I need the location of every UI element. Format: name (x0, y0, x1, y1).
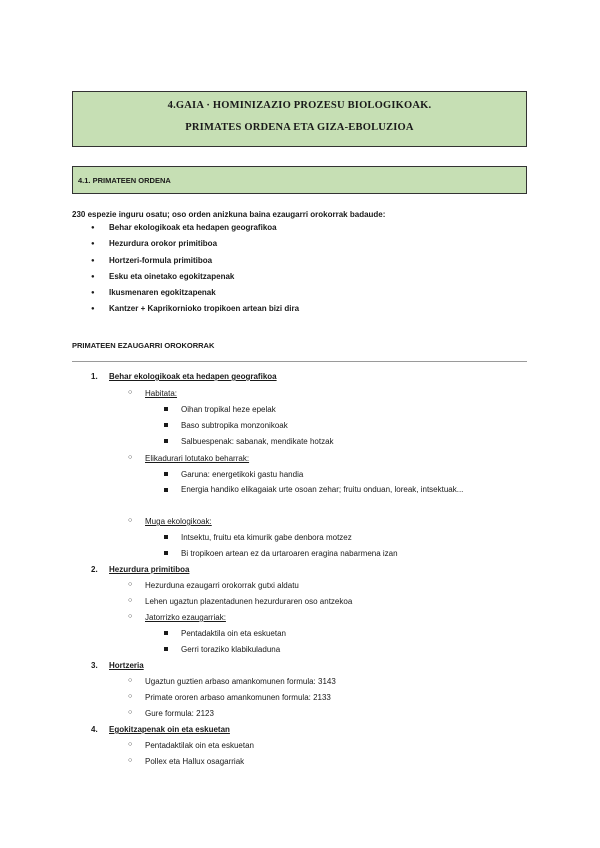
item-number: 1. (91, 372, 98, 381)
divider (72, 361, 527, 362)
item-number: 2. (91, 565, 98, 574)
circle-bullet-icon: ○ (128, 581, 133, 588)
chapter-title-box (72, 91, 527, 147)
point-text: Intsektu, fruitu eta kimurik gabe denbora motzez (181, 533, 352, 542)
point-text: Bi tropikoen artean ez da urtaroaren eragina nabarmena izan (181, 549, 398, 558)
square-bullet-icon (164, 423, 168, 427)
point-text: Gerri toraziko klabikuladuna (181, 645, 281, 654)
circle-bullet-icon: ○ (128, 454, 133, 461)
circle-bullet-icon: ○ (128, 517, 133, 524)
sub-text: Gure formula: 2123 (145, 709, 214, 718)
circle-bullet-icon: ○ (128, 757, 133, 764)
point-text: Pentadaktila oin eta eskuetan (181, 629, 286, 638)
sub-text: Hezurduna ezaugarri orokorrak gutxi aldatu (145, 581, 299, 590)
square-bullet-icon (164, 488, 168, 492)
sub-heading: Elikadurari lotutako beharrak: (145, 454, 250, 463)
square-bullet-icon (164, 472, 168, 476)
list-item: ● Kantzer + Kaprikornioko tropikoen artean bizi dira (91, 304, 299, 320)
sub-text: Lehen ugaztun plazentadunen hezurduraren oso antzekoa (145, 597, 353, 606)
list-item: ● Esku eta oinetako egokitzapenak (91, 272, 299, 288)
circle-bullet-icon: ○ (128, 677, 133, 684)
intro-bullet-list (91, 223, 299, 321)
chapter-title-line2: PRIMATES ORDENA ETA GIZA-EBOLUZIOA (185, 122, 414, 133)
point-text: Garuna: energetikoki gastu handia (181, 470, 304, 479)
item-number: 3. (91, 661, 98, 670)
circle-bullet-icon: ○ (128, 389, 133, 396)
list-item: ● Behar ekologikoak eta hedapen geografikoa (91, 223, 299, 239)
sub-text: Pentadaktilak oin eta eskuetan (145, 741, 254, 750)
circle-bullet-icon: ○ (128, 597, 133, 604)
circle-bullet-icon: ○ (128, 613, 133, 620)
point-text: Salbuespenak: sabanak, mendikate hotzak (181, 437, 334, 446)
point-text: Oihan tropikal heze epelak (181, 405, 276, 414)
item-title: Behar ekologikoak eta hedapen geografikoa (109, 372, 277, 381)
sub-heading: Jatorrizko ezaugarriak: (145, 613, 226, 622)
sub-text: Ugaztun guztien arbaso amankomunen formula: 3143 (145, 677, 336, 686)
chapter-title-line1: 4.GAIA · HOMINIZAZIO PROZESU BIOLOGIKOAK. (167, 100, 432, 111)
section-heading: 4.1. PRIMATEEN ORDENA (72, 166, 527, 194)
list-item: ● Ikusmenaren egokitzapenak (91, 288, 299, 304)
list-item: ● Hortzeri-formula primitiboa (91, 256, 299, 272)
sub-text: Pollex eta Hallux osagarriak (145, 757, 245, 766)
item-title: Hezurdura primitiboa (109, 565, 190, 574)
list-item: ● Hezurdura orokor primitiboa (91, 239, 299, 255)
point-text: Baso subtropika monzonikoak (181, 421, 288, 430)
sub-text: Primate ororen arbaso amankomunen formula: 2133 (145, 693, 331, 702)
square-bullet-icon (164, 647, 168, 651)
square-bullet-icon (164, 535, 168, 539)
item-title: Egokitzapenak oin eta eskuetan (109, 725, 230, 734)
item-title: Hortzeria (109, 661, 144, 670)
sub-heading: Muga ekologikoak: (145, 517, 212, 526)
circle-bullet-icon: ○ (128, 709, 133, 716)
square-bullet-icon (164, 631, 168, 635)
point-text: Energia handiko elikagaiak urte osoan zehar; fruitu onduan, loreak, intsektuak... (181, 485, 464, 494)
square-bullet-icon (164, 551, 168, 555)
characteristics-heading: PRIMATEEN EZAUGARRI OROKORRAK (72, 341, 215, 350)
circle-bullet-icon: ○ (128, 693, 133, 700)
circle-bullet-icon: ○ (128, 741, 133, 748)
intro-text: 230 espezie inguru osatu; oso orden anizkuna baina ezaugarri orokorrak badaude: (72, 210, 386, 219)
square-bullet-icon (164, 439, 168, 443)
square-bullet-icon (164, 407, 168, 411)
sub-heading: Habitata: (145, 389, 178, 398)
item-number: 4. (91, 725, 98, 734)
